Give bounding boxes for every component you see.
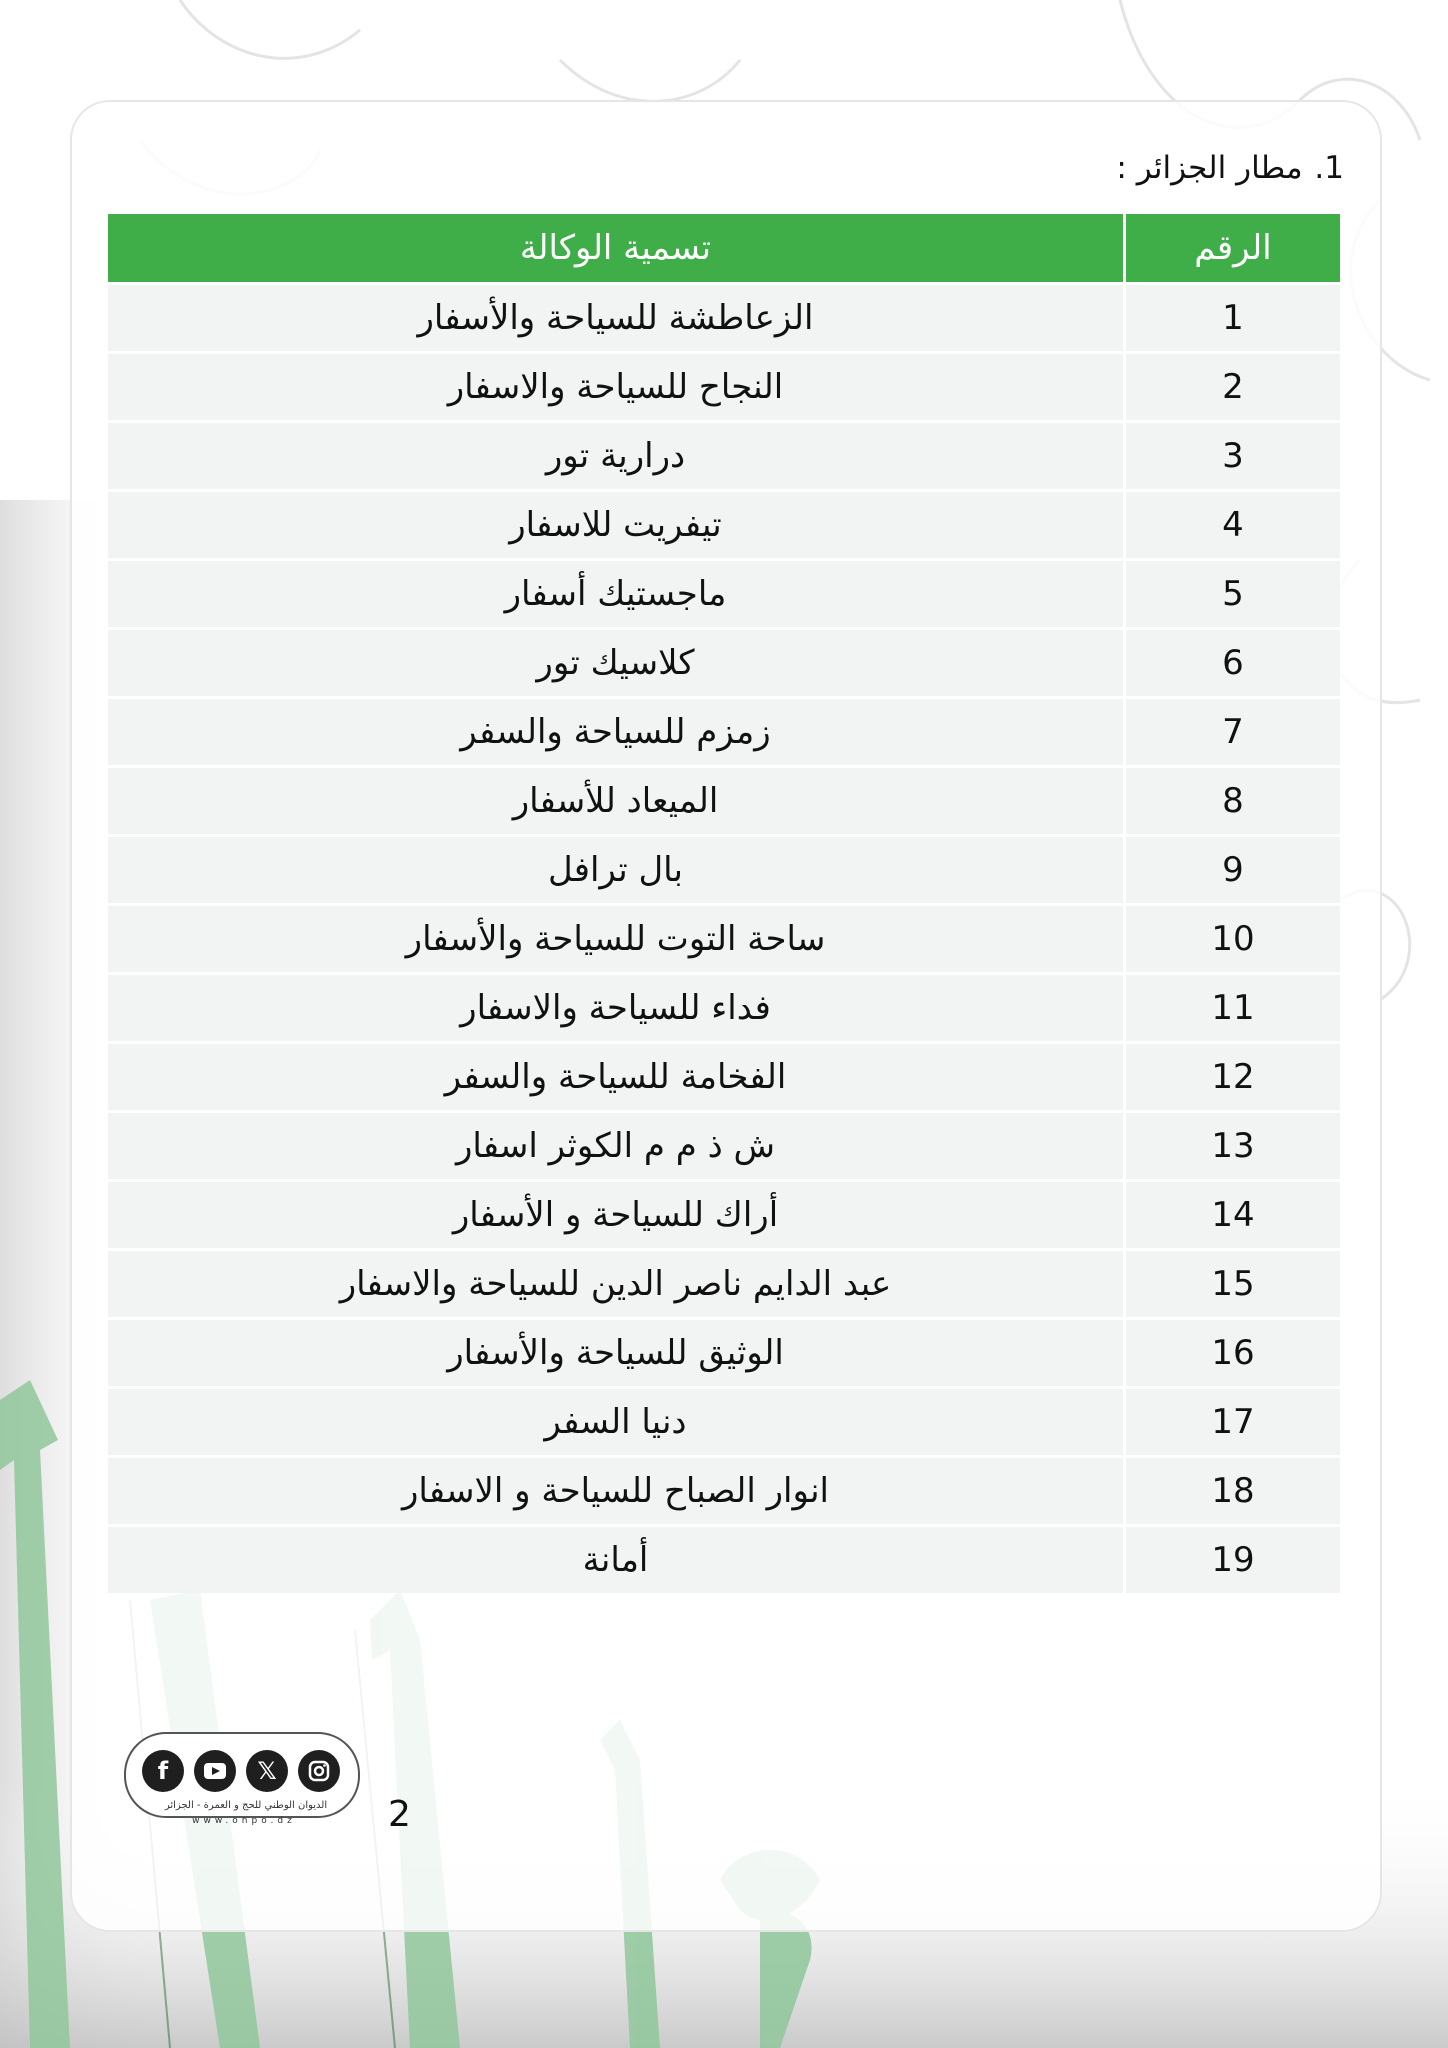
table-row bbox=[108, 284, 1340, 353]
agency-name: عبد الدايم ناصر الدين للسياحة والاسفار bbox=[108, 1250, 1125, 1319]
table-row bbox=[108, 1043, 1340, 1112]
agency-name: بال ترافل bbox=[108, 836, 1125, 905]
table-row bbox=[108, 1319, 1340, 1388]
agency-name: الزعاطشة للسياحة والأسفار bbox=[108, 284, 1125, 353]
org-caption: الديوان الوطني للحج و العمرة - الجزائر bbox=[164, 1800, 328, 1811]
section-heading bbox=[1116, 150, 1344, 186]
row-number: 1 bbox=[1125, 284, 1341, 353]
table-row bbox=[108, 422, 1340, 491]
table-row bbox=[108, 1181, 1340, 1250]
agency-name: ش ذ م م الكوثر اسفار bbox=[108, 1112, 1125, 1181]
table-row bbox=[108, 767, 1340, 836]
row-number: 2 bbox=[1125, 353, 1341, 422]
agency-name: النجاح للسياحة والاسفار bbox=[108, 353, 1125, 422]
agency-name: زمزم للسياحة والسفر bbox=[108, 698, 1125, 767]
website-url[interactable]: www.onpo.dz bbox=[192, 1816, 296, 1826]
table-row bbox=[108, 974, 1340, 1043]
table-row bbox=[108, 629, 1340, 698]
x-icon[interactable]: 𝕏 bbox=[246, 1750, 288, 1792]
row-number: 5 bbox=[1125, 560, 1341, 629]
table-row bbox=[108, 1112, 1340, 1181]
table-header-row bbox=[108, 214, 1340, 284]
row-number: 18 bbox=[1125, 1457, 1341, 1526]
instagram-icon[interactable] bbox=[298, 1750, 340, 1792]
row-number: 19 bbox=[1125, 1526, 1341, 1594]
row-number: 10 bbox=[1125, 905, 1341, 974]
table-row bbox=[108, 1250, 1340, 1319]
header-agency-name: تسمية الوكالة bbox=[108, 214, 1125, 284]
agency-name: الفخامة للسياحة والسفر bbox=[108, 1043, 1125, 1112]
row-number: 16 bbox=[1125, 1319, 1341, 1388]
table-row bbox=[108, 1388, 1340, 1457]
agency-name: فداء للسياحة والاسفار bbox=[108, 974, 1125, 1043]
table-row bbox=[108, 491, 1340, 560]
youtube-icon[interactable] bbox=[194, 1750, 236, 1792]
agency-name: ساحة التوت للسياحة والأسفار bbox=[108, 905, 1125, 974]
row-number: 11 bbox=[1125, 974, 1341, 1043]
table-row bbox=[108, 1457, 1340, 1526]
agency-name: دنيا السفر bbox=[108, 1388, 1125, 1457]
heading-text: مطار الجزائر : bbox=[1116, 150, 1303, 186]
row-number: 15 bbox=[1125, 1250, 1341, 1319]
social-media-badge bbox=[124, 1732, 360, 1826]
table-row bbox=[108, 560, 1340, 629]
header-number: الرقم bbox=[1125, 214, 1341, 284]
agency-name: درارية تور bbox=[108, 422, 1125, 491]
row-number: 9 bbox=[1125, 836, 1341, 905]
heading-number: 1. bbox=[1314, 150, 1344, 186]
agency-name: كلاسيك تور bbox=[108, 629, 1125, 698]
table-row bbox=[108, 1526, 1340, 1594]
facebook-icon[interactable]: f bbox=[142, 1750, 184, 1792]
row-number: 8 bbox=[1125, 767, 1341, 836]
agency-name: أراك للسياحة و الأسفار bbox=[108, 1181, 1125, 1250]
table-row bbox=[108, 905, 1340, 974]
row-number: 4 bbox=[1125, 491, 1341, 560]
row-number: 7 bbox=[1125, 698, 1341, 767]
row-number: 6 bbox=[1125, 629, 1341, 698]
row-number: 17 bbox=[1125, 1388, 1341, 1457]
table-row bbox=[108, 836, 1340, 905]
row-number: 12 bbox=[1125, 1043, 1341, 1112]
agency-name: الوثيق للسياحة والأسفار bbox=[108, 1319, 1125, 1388]
agency-name: ماجستيك أسفار bbox=[108, 560, 1125, 629]
table-row bbox=[108, 698, 1340, 767]
agencies-table bbox=[108, 214, 1340, 1593]
page-number: 2 bbox=[388, 1794, 411, 1835]
agency-name: الميعاد للأسفار bbox=[108, 767, 1125, 836]
row-number: 13 bbox=[1125, 1112, 1341, 1181]
agency-name: انوار الصباح للسياحة و الاسفار bbox=[108, 1457, 1125, 1526]
row-number: 3 bbox=[1125, 422, 1341, 491]
agency-name: أمانة bbox=[108, 1526, 1125, 1594]
row-number: 14 bbox=[1125, 1181, 1341, 1250]
agency-name: تيفريت للاسفار bbox=[108, 491, 1125, 560]
table-row bbox=[108, 353, 1340, 422]
